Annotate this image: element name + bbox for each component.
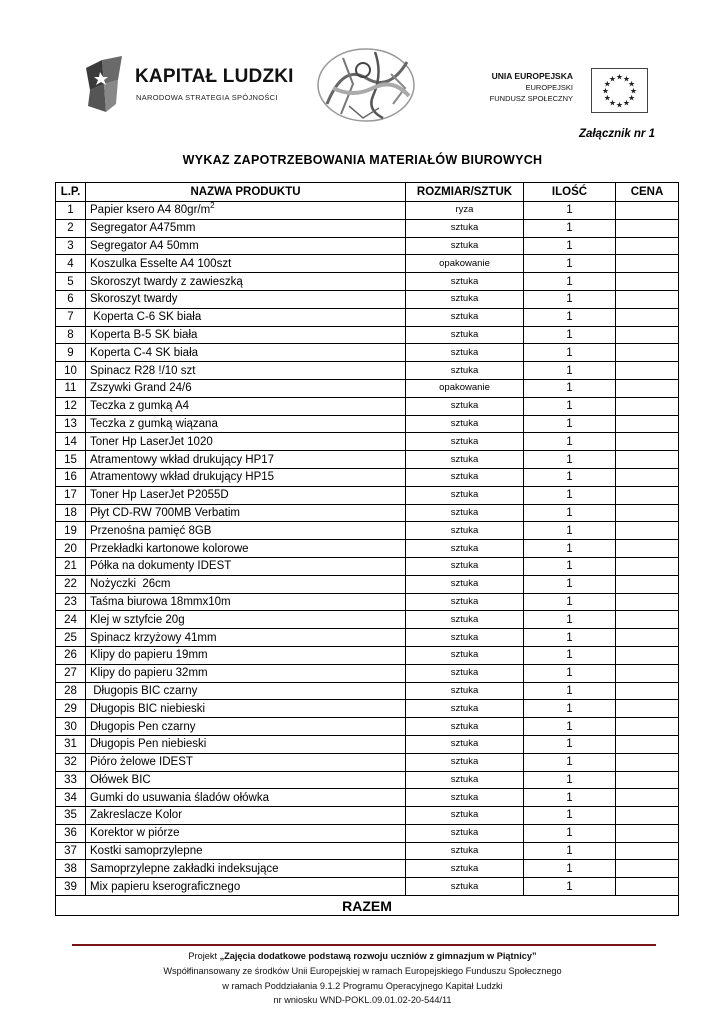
product-name: Długopis BIC czarny <box>86 682 406 700</box>
row-number: 21 <box>56 557 86 575</box>
footer <box>0 949 725 1008</box>
table-row <box>56 219 679 237</box>
size-unit: sztuka <box>406 504 524 522</box>
price-cell <box>616 860 679 878</box>
quantity: 1 <box>524 255 616 273</box>
row-number: 3 <box>56 237 86 255</box>
row-number: 11 <box>56 379 86 397</box>
header-size-unit: ROZMIAR/SZTUK <box>406 183 524 202</box>
product-name: Klipy do papieru 19mm <box>86 646 406 664</box>
product-name: Klipy do papieru 32mm <box>86 664 406 682</box>
row-number: 18 <box>56 504 86 522</box>
quantity: 1 <box>524 735 616 753</box>
price-cell <box>616 344 679 362</box>
product-name: Gumki do usuwania śladów ołówka <box>86 789 406 807</box>
size-unit: sztuka <box>406 433 524 451</box>
table-row <box>56 557 679 575</box>
product-name: Koszulka Esselte A4 100szt <box>86 255 406 273</box>
quantity: 1 <box>524 468 616 486</box>
price-cell <box>616 664 679 682</box>
table-row <box>56 646 679 664</box>
row-number: 27 <box>56 664 86 682</box>
quantity: 1 <box>524 219 616 237</box>
product-name: Kostki samoprzylepne <box>86 842 406 860</box>
size-unit: sztuka <box>406 397 524 415</box>
quantity: 1 <box>524 522 616 540</box>
size-unit: sztuka <box>406 415 524 433</box>
quantity: 1 <box>524 451 616 469</box>
eu-star-icon: ★ <box>615 100 624 110</box>
row-number: 23 <box>56 593 86 611</box>
eu-star-icon: ★ <box>628 79 636 89</box>
table-row <box>56 486 679 504</box>
product-name-superscript: 2 <box>210 201 215 211</box>
price-cell <box>616 326 679 344</box>
table-header-row <box>56 183 679 202</box>
price-cell <box>616 219 679 237</box>
product-name: Przekładki kartonowe kolorowe <box>86 540 406 558</box>
row-number: 20 <box>56 540 86 558</box>
size-unit: sztuka <box>406 629 524 647</box>
product-name: Toner Hp LaserJet 1020 <box>86 433 406 451</box>
product-name-text: Papier ksero A4 80gr/m <box>90 204 211 217</box>
footer-project-prefix: Projekt <box>188 951 220 961</box>
eu-star-icon: ★ <box>615 72 624 82</box>
price-cell <box>616 468 679 486</box>
row-number: 1 <box>56 202 86 220</box>
table-row <box>56 664 679 682</box>
row-number: 6 <box>56 290 86 308</box>
kapital-ludzki-logo <box>82 54 297 114</box>
table-row <box>56 237 679 255</box>
product-name: Pióro żelowe IDEST <box>86 753 406 771</box>
eu-stars-icon <box>592 69 647 112</box>
size-unit: sztuka <box>406 344 524 362</box>
quantity: 1 <box>524 718 616 736</box>
quantity: 1 <box>524 308 616 326</box>
kapital-ludzki-subtitle: NARODOWA STRATEGIA SPÓJNOŚCI <box>136 93 278 102</box>
table-row <box>56 344 679 362</box>
eu-star-icon: ★ <box>629 86 638 96</box>
table-row <box>56 771 679 789</box>
product-name: Zakreslacze Kolor <box>86 807 406 825</box>
header-product-name: NAZWA PRODUKTU <box>86 183 406 202</box>
eu-star-icon: ★ <box>622 98 631 108</box>
table-row <box>56 397 679 415</box>
quantity: 1 <box>524 344 616 362</box>
size-unit: sztuka <box>406 451 524 469</box>
product-name: Skoroszyt twardy <box>86 290 406 308</box>
table-row <box>56 860 679 878</box>
product-name: Półka na dokumenty IDEST <box>86 557 406 575</box>
total-row <box>56 896 679 916</box>
price-cell <box>616 308 679 326</box>
quantity: 1 <box>524 789 616 807</box>
size-unit: sztuka <box>406 824 524 842</box>
product-name <box>86 202 406 220</box>
price-cell <box>616 824 679 842</box>
header-price: CENA <box>616 183 679 202</box>
quantity: 1 <box>524 860 616 878</box>
table-row <box>56 326 679 344</box>
product-name: Korektor w piórze <box>86 824 406 842</box>
quantity: 1 <box>524 540 616 558</box>
price-cell <box>616 682 679 700</box>
row-number: 36 <box>56 824 86 842</box>
product-name: Przenośna pamięć 8GB <box>86 522 406 540</box>
price-cell <box>616 237 679 255</box>
quantity: 1 <box>524 379 616 397</box>
footer-divider <box>72 944 656 946</box>
size-unit: ryza <box>406 202 524 220</box>
row-number: 35 <box>56 807 86 825</box>
row-number: 15 <box>56 451 86 469</box>
table-row <box>56 468 679 486</box>
quantity: 1 <box>524 504 616 522</box>
product-name: Toner Hp LaserJet P2055D <box>86 486 406 504</box>
row-number: 29 <box>56 700 86 718</box>
supplies-table <box>55 182 679 916</box>
footer-subaction-line: w ramach Poddziałania 9.1.2 Programu Operacyjnego Kapitał Ludzki <box>222 980 503 991</box>
size-unit: sztuka <box>406 486 524 504</box>
price-cell <box>616 504 679 522</box>
table-row <box>56 878 679 896</box>
quantity: 1 <box>524 842 616 860</box>
row-number: 32 <box>56 753 86 771</box>
eu-star-icon: ★ <box>608 98 617 108</box>
table-row <box>56 504 679 522</box>
quantity: 1 <box>524 362 616 380</box>
product-name: Skoroszyt twardy z zawieszką <box>86 273 406 291</box>
footer-application-number: nr wniosku WND-POKL.09.01.02-20-544/11 <box>273 995 452 1006</box>
product-name: Koperta B-5 SK biała <box>86 326 406 344</box>
row-number: 8 <box>56 326 86 344</box>
row-number: 16 <box>56 468 86 486</box>
row-number: 38 <box>56 860 86 878</box>
product-name: Koperta C-4 SK biała <box>86 344 406 362</box>
row-number: 37 <box>56 842 86 860</box>
row-number: 25 <box>56 629 86 647</box>
row-number: 13 <box>56 415 86 433</box>
eu-logo <box>484 68 649 114</box>
quantity: 1 <box>524 629 616 647</box>
product-name: Długopis Pen niebieski <box>86 735 406 753</box>
eu-line-european: EUROPEJSKI <box>525 83 573 92</box>
quantity: 1 <box>524 433 616 451</box>
footer-project-line <box>0 949 725 964</box>
row-number: 14 <box>56 433 86 451</box>
quantity: 1 <box>524 575 616 593</box>
row-number: 28 <box>56 682 86 700</box>
eu-flag <box>591 68 648 113</box>
row-number: 24 <box>56 611 86 629</box>
quantity: 1 <box>524 326 616 344</box>
product-name: Długopis Pen czarny <box>86 718 406 736</box>
price-cell <box>616 735 679 753</box>
price-cell <box>616 486 679 504</box>
school-emblem-icon <box>313 44 419 126</box>
product-name: Segregator A475mm <box>86 219 406 237</box>
price-cell <box>616 807 679 825</box>
price-cell <box>616 700 679 718</box>
size-unit: sztuka <box>406 646 524 664</box>
eu-star-icon: ★ <box>608 74 617 84</box>
quantity: 1 <box>524 682 616 700</box>
table-body <box>56 202 679 896</box>
row-number: 19 <box>56 522 86 540</box>
size-unit: sztuka <box>406 290 524 308</box>
product-name: Spinacz krzyżowy 41mm <box>86 629 406 647</box>
price-cell <box>616 789 679 807</box>
footer-project-name: „Zajęcia dodatkowe podstawą rozwoju uczniów z gimnazjum w Piątnicy” <box>219 951 537 961</box>
row-number: 7 <box>56 308 86 326</box>
quantity: 1 <box>524 664 616 682</box>
product-name: Segregator A4 50mm <box>86 237 406 255</box>
row-number: 26 <box>56 646 86 664</box>
price-cell <box>616 771 679 789</box>
quantity: 1 <box>524 771 616 789</box>
eu-star-icon: ★ <box>603 93 611 103</box>
product-name: Klej w sztyfcie 20g <box>86 611 406 629</box>
size-unit: sztuka <box>406 860 524 878</box>
table-row <box>56 735 679 753</box>
quantity: 1 <box>524 273 616 291</box>
product-name: Długopis BIC niebieski <box>86 700 406 718</box>
product-name: Teczka z gumką wiązana <box>86 415 406 433</box>
table-row <box>56 379 679 397</box>
table-row <box>56 824 679 842</box>
size-unit: sztuka <box>406 664 524 682</box>
product-name: Nożyczki 26cm <box>86 575 406 593</box>
size-unit: sztuka <box>406 789 524 807</box>
row-number: 39 <box>56 878 86 896</box>
row-number: 30 <box>56 718 86 736</box>
quantity: 1 <box>524 700 616 718</box>
quantity: 1 <box>524 646 616 664</box>
size-unit: sztuka <box>406 540 524 558</box>
price-cell <box>616 273 679 291</box>
product-name: Taśma biurowa 18mmx10m <box>86 593 406 611</box>
price-cell <box>616 878 679 896</box>
product-name: Atramentowy wkład drukujący HP15 <box>86 468 406 486</box>
eu-line-union: UNIA EUROPEJSKA <box>491 71 573 81</box>
table-row <box>56 290 679 308</box>
product-name: Płyt CD-RW 700MB Verbatim <box>86 504 406 522</box>
table-row <box>56 700 679 718</box>
eu-star-icon: ★ <box>603 79 611 89</box>
row-number: 33 <box>56 771 86 789</box>
size-unit: sztuka <box>406 219 524 237</box>
quantity: 1 <box>524 486 616 504</box>
size-unit: sztuka <box>406 273 524 291</box>
price-cell <box>616 202 679 220</box>
table-row <box>56 753 679 771</box>
price-cell <box>616 362 679 380</box>
row-number: 31 <box>56 735 86 753</box>
table-row <box>56 433 679 451</box>
table-row <box>56 255 679 273</box>
quantity: 1 <box>524 237 616 255</box>
size-unit: sztuka <box>406 593 524 611</box>
size-unit: sztuka <box>406 237 524 255</box>
quantity: 1 <box>524 593 616 611</box>
row-number: 9 <box>56 344 86 362</box>
quantity: 1 <box>524 290 616 308</box>
size-unit: sztuka <box>406 575 524 593</box>
size-unit: sztuka <box>406 522 524 540</box>
row-number: 22 <box>56 575 86 593</box>
quantity: 1 <box>524 807 616 825</box>
quantity: 1 <box>524 397 616 415</box>
row-number: 4 <box>56 255 86 273</box>
size-unit: sztuka <box>406 682 524 700</box>
price-cell <box>616 397 679 415</box>
price-cell <box>616 646 679 664</box>
table-row <box>56 362 679 380</box>
total-label: RAZEM <box>56 896 679 916</box>
price-cell <box>616 290 679 308</box>
size-unit: sztuka <box>406 362 524 380</box>
size-unit: sztuka <box>406 611 524 629</box>
price-cell <box>616 557 679 575</box>
table-row <box>56 629 679 647</box>
footer-cofinanced-line: Współfinansowany ze środków Unii Europejskiej w ramach Europejskiego Funduszu Społecznego <box>163 965 562 976</box>
quantity: 1 <box>524 557 616 575</box>
header-lp: L.P. <box>56 183 86 202</box>
quantity: 1 <box>524 202 616 220</box>
quantity: 1 <box>524 878 616 896</box>
table-row <box>56 718 679 736</box>
product-name: Spinacz R28 !/10 szt <box>86 362 406 380</box>
size-unit: sztuka <box>406 557 524 575</box>
size-unit: sztuka <box>406 842 524 860</box>
table-row <box>56 842 679 860</box>
size-unit: sztuka <box>406 308 524 326</box>
price-cell <box>616 255 679 273</box>
size-unit: sztuka <box>406 753 524 771</box>
product-name: Koperta C-6 SK biała <box>86 308 406 326</box>
table-row <box>56 540 679 558</box>
size-unit: sztuka <box>406 326 524 344</box>
price-cell <box>616 575 679 593</box>
price-cell <box>616 433 679 451</box>
size-unit: sztuka <box>406 468 524 486</box>
row-number: 12 <box>56 397 86 415</box>
product-name: Samoprzylepne zakładki indeksujące <box>86 860 406 878</box>
quantity: 1 <box>524 753 616 771</box>
size-unit: sztuka <box>406 735 524 753</box>
row-number: 17 <box>56 486 86 504</box>
price-cell <box>616 451 679 469</box>
size-unit: sztuka <box>406 700 524 718</box>
table-row <box>56 611 679 629</box>
price-cell <box>616 753 679 771</box>
eu-star-icon: ★ <box>628 93 636 103</box>
table-row <box>56 202 679 220</box>
product-name: Teczka z gumką A4 <box>86 397 406 415</box>
price-cell <box>616 522 679 540</box>
price-cell <box>616 593 679 611</box>
product-name: Ołówek BIC <box>86 771 406 789</box>
size-unit: sztuka <box>406 771 524 789</box>
school-emblem <box>313 44 419 126</box>
document-title: WYKAZ ZAPOTRZEBOWANIA MATERIAŁÓW BIUROWYCH <box>182 153 543 167</box>
table-row <box>56 807 679 825</box>
kapital-ludzki-emblem-icon <box>82 54 130 114</box>
size-unit: opakowanie <box>406 255 524 273</box>
table-row <box>56 273 679 291</box>
eu-star-icon: ★ <box>622 74 631 84</box>
price-cell <box>616 379 679 397</box>
table-row <box>56 522 679 540</box>
eu-star-icon: ★ <box>601 86 610 96</box>
price-cell <box>616 842 679 860</box>
price-cell <box>616 629 679 647</box>
price-cell <box>616 540 679 558</box>
header-quantity: ILOŚĆ <box>524 183 616 202</box>
table-row <box>56 575 679 593</box>
table-row <box>56 415 679 433</box>
quantity: 1 <box>524 611 616 629</box>
quantity: 1 <box>524 415 616 433</box>
table-row <box>56 682 679 700</box>
row-number: 34 <box>56 789 86 807</box>
size-unit: sztuka <box>406 718 524 736</box>
price-cell <box>616 611 679 629</box>
table-row <box>56 789 679 807</box>
table-row <box>56 308 679 326</box>
row-number: 5 <box>56 273 86 291</box>
table-row <box>56 451 679 469</box>
price-cell <box>616 415 679 433</box>
product-name: Atramentowy wkład drukujący HP17 <box>86 451 406 469</box>
price-cell <box>616 718 679 736</box>
table-row <box>56 593 679 611</box>
size-unit: sztuka <box>406 878 524 896</box>
row-number: 2 <box>56 219 86 237</box>
size-unit: sztuka <box>406 807 524 825</box>
annex-label: Załącznik nr 1 <box>578 128 655 140</box>
size-unit: opakowanie <box>406 379 524 397</box>
row-number: 10 <box>56 362 86 380</box>
product-name: Zszywki Grand 24/6 <box>86 379 406 397</box>
eu-line-fund: FUNDUSZ SPOŁECZNY <box>489 94 573 103</box>
product-name: Mix papieru kserograficznego <box>86 878 406 896</box>
quantity: 1 <box>524 824 616 842</box>
kapital-ludzki-title: KAPITAŁ LUDZKI <box>135 66 294 87</box>
